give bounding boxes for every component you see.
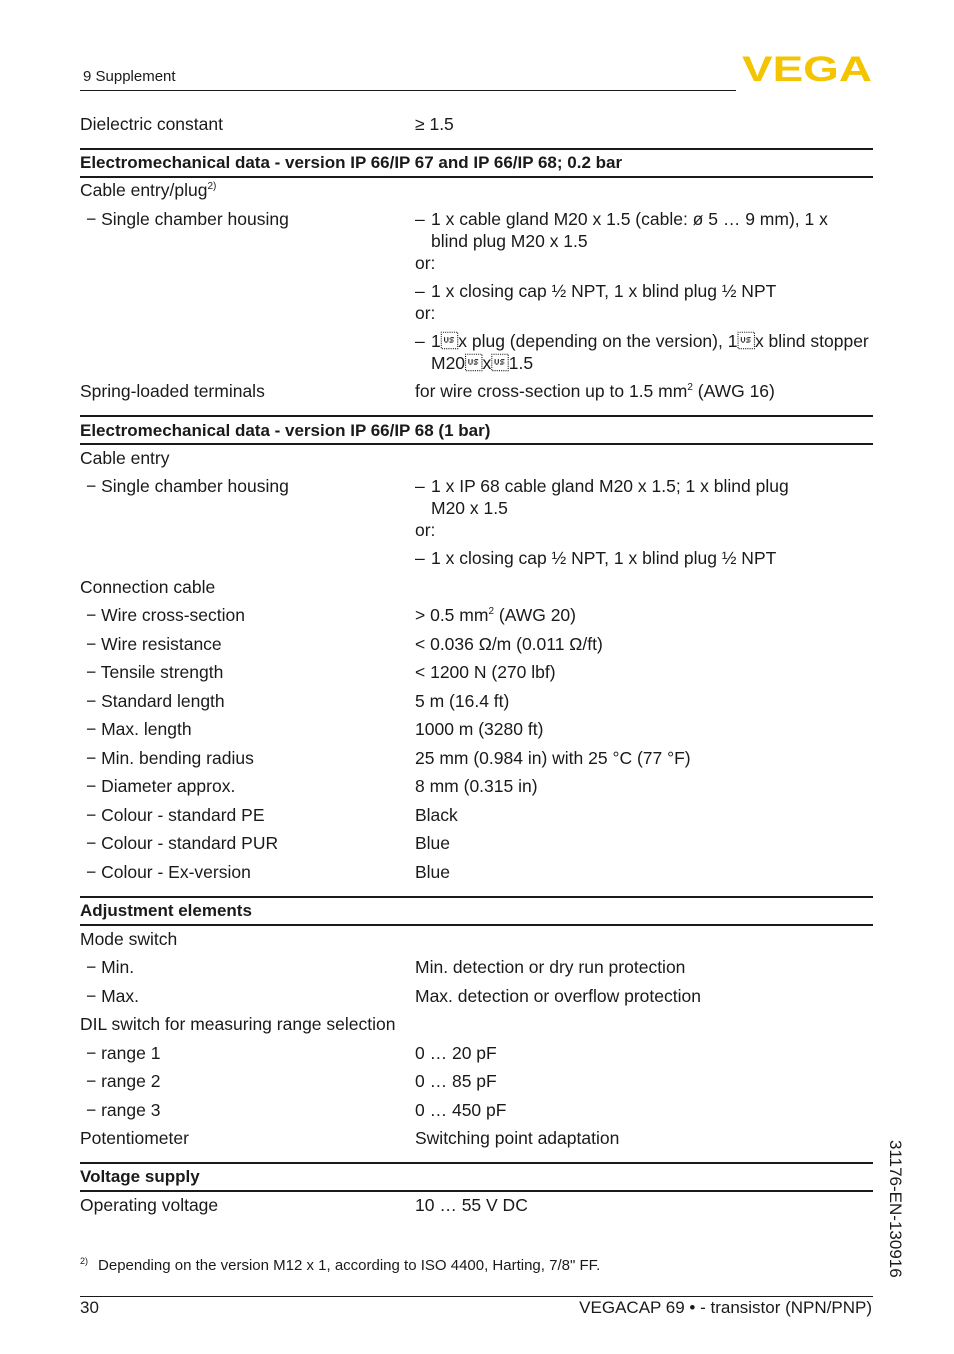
range-label: − range 2 xyxy=(86,1071,161,1091)
range-value: 0 … 20 pF xyxy=(415,1043,497,1063)
option-text: 1 x closing cap ½ NPT, 1 x blind plug ½ NPT xyxy=(431,281,777,301)
single-chamber-label: − Single chamber housing xyxy=(86,209,289,229)
footnote xyxy=(80,1257,600,1274)
section-rule-top xyxy=(80,896,873,898)
document-title: VEGACAP 69 • - transistor (NPN/PNP) xyxy=(579,1298,872,1317)
or-text: or: xyxy=(415,303,436,323)
section-title: Electromechanical data - version IP 66/IP 67 and IP 66/IP 68; 0.2 bar xyxy=(80,153,623,172)
potentiometer-value: Switching point adaptation xyxy=(415,1128,620,1148)
operating-voltage-value: 10 … 55 V DC xyxy=(415,1195,528,1215)
wire-cross-section-value: > 0.5 $mm^2$ (AWG 20) xyxy=(415,605,576,625)
running-header: 9 Supplement xyxy=(83,68,176,85)
spec-value: Blue xyxy=(415,833,451,853)
option-dash: – xyxy=(415,476,425,496)
spec-value: < 1200 N (270 lbf) xyxy=(415,662,556,682)
option-text: 1 x IP 68 cable gland M20 x 1.5; 1 x blind plug xyxy=(431,476,789,496)
range-value: 0 … 450 pF xyxy=(415,1100,507,1120)
spec-label: − Colour - standard PUR xyxy=(86,833,279,853)
section-rule-top xyxy=(80,1162,873,1164)
spec-label: − Max. length xyxy=(86,719,192,739)
option-text: 1 x cable gland M20 x 1.5 (cable: ø 5 … 9 mm), 1 x xyxy=(431,209,828,229)
spec-label: − Diameter approx. xyxy=(86,776,236,796)
dielectric-label: Dielectric constant xyxy=(80,114,223,134)
potentiometer-label: Potentiometer xyxy=(80,1128,189,1148)
spec-label: − Colour - standard PE xyxy=(86,805,265,825)
option-text: M20 x 1.5 xyxy=(431,353,534,373)
max-label: − Max. xyxy=(86,986,140,1006)
spec-label: − Tensile strength xyxy=(86,662,224,682)
section-rule-top xyxy=(80,415,873,417)
range-label: − range 3 xyxy=(86,1100,161,1120)
header-rule xyxy=(80,90,736,91)
spec-label: − Colour - Ex-version xyxy=(86,862,251,882)
connection-cable-label: Connection cable xyxy=(80,577,216,597)
footnote-ref: 2) xyxy=(207,181,217,193)
single-chamber-label: − Single chamber housing xyxy=(86,476,289,496)
footnote-mark: 2) xyxy=(80,1256,89,1266)
section-rule-top xyxy=(80,148,873,150)
wire-cross-section-label: − Wire cross-section xyxy=(86,605,245,625)
spec-label: − Wire resistance xyxy=(86,634,222,654)
spec-label: − Min. bending radius xyxy=(86,748,254,768)
spec-value: 5 m (16.4 ft) xyxy=(415,691,510,711)
svg-text:VEGA: VEGA xyxy=(742,53,872,83)
spring-terminals-label: Spring-loaded terminals xyxy=(80,381,265,401)
spring-terminals-value: for wire cross-section up to 1.5 $mm^2$ (AWG 16) xyxy=(415,381,775,401)
footer-rule xyxy=(80,1296,873,1297)
section-rule-bottom xyxy=(80,443,873,445)
section-rule-bottom xyxy=(80,924,873,926)
dielectric-value: ≥ 1.5 xyxy=(415,114,454,134)
option-text: 1 x closing cap ½ NPT, 1 x blind plug ½ NPT xyxy=(431,548,777,568)
spec-value: < 0.036 Ω/m (0.011 Ω/ft) xyxy=(415,634,603,654)
option-dash: – xyxy=(415,548,425,568)
range-value: 0 … 85 pF xyxy=(415,1071,497,1091)
or-text: or: xyxy=(415,520,436,540)
vega-logo xyxy=(742,53,872,83)
section-title: Voltage supply xyxy=(80,1167,200,1186)
cable-entry-label: Cable entry xyxy=(80,448,170,468)
section-rule-bottom xyxy=(80,1190,873,1192)
spec-value: Black xyxy=(415,805,458,825)
footnote-text: Depending on the version M12 x 1, according to ISO 4400, Harting, 7/8" FF. xyxy=(98,1257,601,1274)
section-title: Electromechanical data - version IP 66/IP 68 (1 bar) xyxy=(80,421,491,440)
option-text: blind plug M20 x 1.5 xyxy=(431,231,588,251)
min-label: − Min. xyxy=(86,957,135,977)
section-rule-bottom xyxy=(80,176,873,178)
section-title: Adjustment elements xyxy=(80,901,252,920)
option-dash: – xyxy=(415,331,425,351)
spec-value: 8 mm (0.315 in) xyxy=(415,776,538,796)
option-text: M20 x 1.5 xyxy=(431,498,508,518)
option-text: 1 x plug (depending on the version), 1 x blind stopper xyxy=(431,331,869,351)
option-dash: – xyxy=(415,281,425,301)
operating-voltage-label: Operating voltage xyxy=(80,1195,219,1215)
dil-switch-label: DIL switch for measuring range selection xyxy=(80,1014,396,1034)
cable-entry-plug-label: Cable entry/plug$^{2)}$ xyxy=(80,180,217,200)
document-code: 31176-EN-130916 xyxy=(886,1140,905,1278)
range-label: − range 1 xyxy=(86,1043,161,1063)
option-dash: – xyxy=(415,209,425,229)
spec-value: 1000 m (3280 ft) xyxy=(415,719,544,739)
spec-value: Blue xyxy=(415,862,451,882)
spec-label: − Standard length xyxy=(86,691,225,711)
or-text: or: xyxy=(415,253,436,273)
max-value: Max. detection or overflow protection xyxy=(415,986,701,1006)
min-value: Min. detection or dry run protection xyxy=(415,957,686,977)
page-number: 30 xyxy=(80,1298,99,1317)
mode-switch-label: Mode switch xyxy=(80,929,178,949)
spec-value: 25 mm (0.984 in) with 25 °C (77 °F) xyxy=(415,748,691,768)
